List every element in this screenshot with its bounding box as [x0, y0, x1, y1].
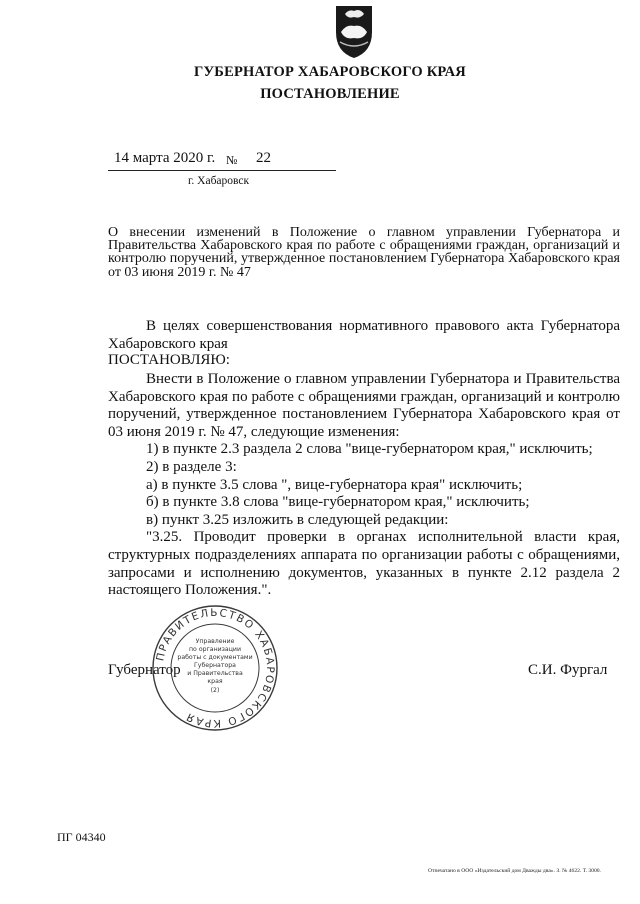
decree-date: 14 марта 2020 г.	[114, 150, 216, 166]
item-2a: а) в пункте 3.5 слова ", вице-губернатора края" исключить;	[146, 476, 523, 493]
main-paragraph: Внести в Положение о главном управлении Губернатора и Правительства Хабаровского края по работе с обращениями граждан, организаций и контролю поручений, утвержденное постановлением Губернатора Хабаровского края от 03 июня 2019 г. № 47, следующие изменения:	[108, 371, 620, 440]
stamp-line: Управление	[195, 638, 235, 645]
date-underline	[108, 170, 336, 171]
stamp-line: Губернатора	[194, 662, 236, 669]
main-text-block	[108, 371, 620, 600]
stamp-line: по организации	[189, 646, 241, 653]
document-type: ПОСТАНОВЛЕНИЕ	[260, 86, 400, 102]
form-code: ПГ 04340	[57, 830, 106, 844]
decree-number: 22	[256, 150, 271, 166]
official-stamp	[150, 603, 280, 733]
decree-subject: О внесении изменений в Положение о главном управлении Губернатора и Правительства Хабаровского края по работе с обращениями граждан, организаций и контролю поручений, утвержденное постановлением Губернатора Хабаровского края от 03 июня 2019 г. № 47	[108, 225, 620, 280]
item-2b: б) в пункте 3.8 слова "вице-губернатором края," исключить;	[146, 494, 530, 511]
stamp-line: (2)	[210, 687, 220, 694]
resolve-block	[108, 352, 620, 370]
item-2c: в) пункт 3.25 изложить в следующей редакции:	[146, 511, 449, 528]
preamble: В целях совершенствования нормативного правового акта Губернатора Хабаровского края	[108, 318, 620, 352]
city: г. Хабаровск	[188, 175, 250, 187]
preamble-block	[108, 318, 620, 353]
number-label: №	[226, 153, 238, 167]
item-2: 2) в разделе 3:	[146, 458, 237, 475]
khabarovsk-coat-of-arms-icon	[330, 2, 378, 60]
stamp-line: края	[207, 678, 223, 685]
governor-title: ГУБЕРНАТОР ХАБАРОВСКОГО КРАЯ	[194, 64, 466, 80]
print-note: Отпечатано в ООО «Издательский дом Дважды два». З. № 4622. Т. 3000.	[428, 868, 601, 874]
signatory-name: С.И. Фургал	[528, 662, 608, 678]
date-number-line	[108, 150, 338, 172]
stamp-line: работы с документами	[177, 654, 253, 661]
item-1: 1) в пункте 2.3 раздела 2 слова "вице-губернатором края," исключить;	[146, 441, 593, 458]
signatory-role: Губернатор	[108, 662, 181, 678]
quoted-clause: "3.25. Проводит проверки в органах исполнительной власти края, структурных подразделениях аппарата по организации работы с обращениями, запросами и исполнению документов, указанных в пункте 2.12 раздела 2 настоящего Положения.".	[108, 529, 620, 599]
stamp-outer-text: ПРАВИТЕЛЬСТВО ХАБАРОВСКОГО КРАЯ	[154, 606, 277, 730]
resolve-heading: ПОСТАНОВЛЯЮ:	[108, 352, 230, 368]
stamp-line: и Правительства	[187, 670, 243, 677]
